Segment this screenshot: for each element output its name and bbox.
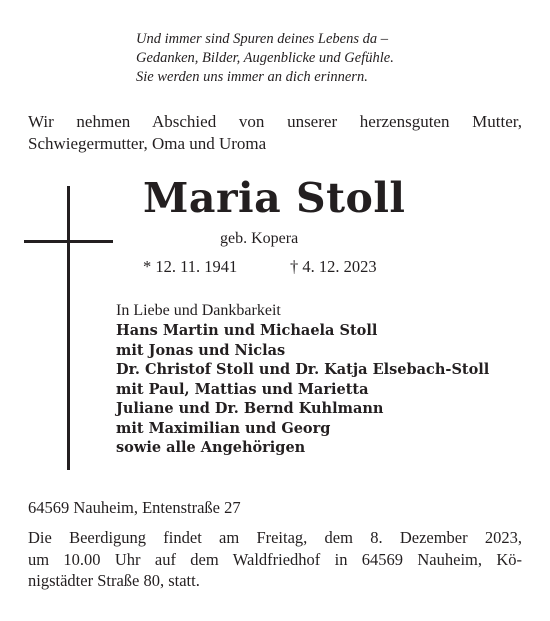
mourner-line: mit Maximilian und Georg — [116, 419, 331, 437]
intro-line-1: Wir nehmen Abschied von unserer herzensguten Mutter, — [28, 112, 522, 131]
funeral-details — [28, 527, 522, 592]
death-date: † 4. 12. 2023 — [290, 257, 377, 276]
cross-icon-vertical — [67, 186, 70, 470]
mourners-block — [116, 300, 489, 458]
poem-line-2: Gedanken, Bilder, Augenblicke und Gefühle. — [136, 50, 394, 66]
mourner-line: mit Paul, Mattias und Marietta — [116, 380, 369, 398]
cross-icon-horizontal — [24, 240, 113, 243]
family-address: 64569 Nauheim, Entenstraße 27 — [28, 498, 241, 517]
mourner-line: sowie alle Angehörigen — [116, 439, 306, 456]
maiden-name: geb. Kopera — [220, 230, 299, 247]
mourner-line: Juliane und Dr. Bernd Kuhlmann — [116, 400, 384, 417]
poem-line-1: Und immer sind Spuren deines Lebens da – — [136, 31, 388, 47]
mourners-lead: In Liebe und Dankbarkeit — [116, 302, 281, 319]
funeral-line-3: nigstädter Straße 80, statt. — [28, 571, 200, 590]
deceased-name: Maria Stoll — [143, 174, 406, 222]
intro-line-2: Schwiegermutter, Oma und Uroma — [28, 134, 267, 153]
farewell-intro — [28, 111, 522, 155]
mourner-line: Dr. Christof Stoll und Dr. Katja Elsebach-Stoll — [116, 361, 490, 378]
mourners-list — [116, 321, 489, 458]
poem-line-3: Sie werden uns immer an dich erinnern. — [136, 69, 368, 85]
mourner-line: Hans Martin und Michaela Stoll — [116, 322, 378, 339]
funeral-line-1: Die Beerdigung findet am Freitag, dem 8. Dezember 2023, — [28, 528, 522, 547]
funeral-line-2: um 10.00 Uhr auf dem Waldfriedhof in 64569 Nauheim, Kö- — [28, 549, 522, 569]
mourner-line: mit Jonas und Niclas — [116, 341, 286, 359]
memorial-poem — [136, 30, 516, 87]
birth-date: * 12. 11. 1941 — [143, 257, 238, 276]
